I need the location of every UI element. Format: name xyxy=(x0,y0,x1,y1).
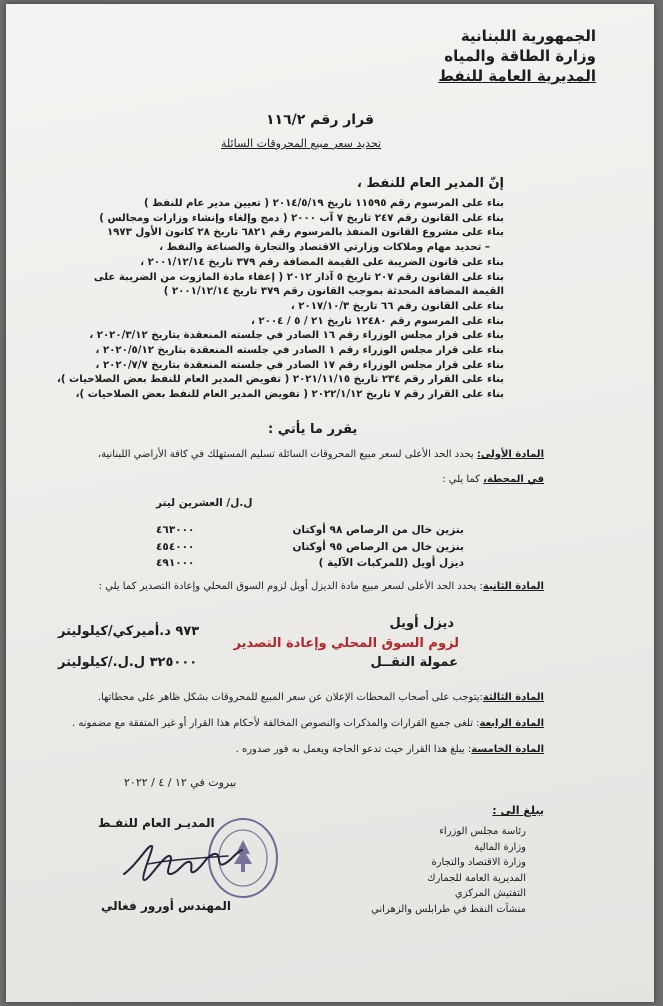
article-4-label: المادة الرابعة xyxy=(479,718,544,729)
article-1-station-label: في المحطة، xyxy=(483,474,544,485)
recipient-item: وزارة المالية xyxy=(474,841,526,853)
diesel-price-usd: ٩٧٣ د.أميركي/كيلوليتر xyxy=(58,624,200,639)
product-price: ٤٦٣٠٠٠ xyxy=(156,524,195,536)
handwritten-signature xyxy=(118,834,248,894)
article-5-label: المادة الخامسة xyxy=(471,744,544,755)
article-2-label: المادة الثانية xyxy=(482,581,544,592)
product-price: ٤٩١٠٠٠ xyxy=(156,557,195,569)
basis-item: بناء على القرار رقم ٢٣٤ تاريخ ٢٠٢١/١١/١٥ ( تفويض المدير العام للنفط بعض الصلاحيات )، xyxy=(56,374,504,386)
basis-item: القيمة المضافة المحدثة بموجب القانون رقم ٣٧٩ تاريخ ٢٠٠١/١٢/١٤ ) xyxy=(163,286,504,298)
product-label: بنزين خال من الرصاص ٩٨ أوكتان xyxy=(292,524,464,536)
basis-item: بناء على قرار مجلس الوزراء رقم ١٦ الصادر في جلسته المنعقدة بتاريخ ٢٠٢٠/٣/١٢ ، xyxy=(89,330,504,342)
legal-basis-list xyxy=(54,197,504,403)
article-3-label: المادة الثالثة xyxy=(482,692,544,703)
recipients-list xyxy=(371,824,526,917)
basis-item: بناء على قرار مجلس الوزراء رقم ١ الصادر في جلسته المنعقدة بتاريخ ٢٠٢٠/٥/١٢ ، xyxy=(95,345,504,357)
decision-subtitle: تحديد سعر مبيع المحروقات السائلة xyxy=(221,137,382,150)
recipient-item: التفتيش المركزي xyxy=(454,888,526,899)
diesel-label: ديزل أويل xyxy=(389,616,454,631)
local-market-label: لزوم السوق المحلي وإعادة التصدير xyxy=(233,636,459,651)
recipients-heading: يبلغ الى : xyxy=(492,804,544,817)
article-1-text: يحدد الحد الأعلى لسعر مبيع المحروقات السائلة تسليم المستهلك في كافة الأراضي اللبنانية، xyxy=(97,449,474,460)
decision-title: قرار رقم ١١٦/٢ xyxy=(266,112,374,128)
article-4 xyxy=(72,718,544,729)
article-2 xyxy=(99,581,544,592)
article-3-text: :يتوجب على أصحاب المحطات الإعلان عن سعر المبيع للمحروقات بشكل ظاهر على محطاتها. xyxy=(97,692,483,703)
signatory-name: المهندس أورور فغالي xyxy=(101,899,231,913)
product-label: بنزين خال من الرصاص ٩٥ أوكتان xyxy=(292,541,464,553)
basis-item: بناء على القانون رقم ٢٤٧ تاريخ ٧ آب ٢٠٠٠ ( دمج وإلغاء وإنشاء وزارات ومجالس ) xyxy=(99,212,504,224)
article-5 xyxy=(236,744,544,755)
basis-item: بناء على المرسوم رقم ١١٥٩٥ تاريخ ٢٠١٤/٥/١٩ ( تعيين مدير عام للنفط ) xyxy=(143,198,504,209)
recipient-item: منشآت النفط في طرابلس والزهراني xyxy=(371,903,526,915)
article-1-label: المادة الأولى: xyxy=(476,449,544,460)
recipient-item: المديرية العامة للجمارك xyxy=(427,872,526,884)
basis-item: بناء على قرار مجلس الوزراء رقم ١٧ الصادر في جلسته المنعقدة بتاريخ ٢٠٢٠/٧/٧ ، xyxy=(95,359,504,371)
header-republic: الجمهورية اللبنانية xyxy=(460,27,596,45)
decides-heading: يقرر ما يأتي : xyxy=(268,422,358,437)
article-1 xyxy=(98,449,544,460)
header-ministry: وزارة الطاقة والمياه xyxy=(444,47,596,65)
recipient-item: وزارة الاقتصاد والتجارة xyxy=(431,857,526,868)
transport-commission-label: عمولة النقــل xyxy=(370,655,458,670)
signatory-role: المديـر العام للنفـط xyxy=(98,816,215,830)
commission-price-lbp: ٣٢٥٠٠٠ ل.ل./كيلوليتر xyxy=(58,655,198,670)
product-price: ٤٥٤٠٠٠ xyxy=(156,541,195,553)
document-page xyxy=(6,4,654,1002)
article-5-text: : يبلغ هذا القرار حيث تدعو الحاجة ويعمل به فور صدوره . xyxy=(235,744,472,755)
recipient-item: رئاسة مجلس الوزراء xyxy=(439,826,526,837)
article-4-text: : تلغى جميع القرارات والمذكرات والنصوص المخالفة لأحكام هذا القرار أو غير المتفقة مع مضمونه . xyxy=(72,718,480,729)
basis-item: بناء على القانون رقم ٢٠٧ تاريخ ٥ آذار ٢٠١٢ ( إعفاء مادة المازوت من الضريبة على xyxy=(93,271,504,283)
basis-item: بناء على مشروع القانون المنفذ بالمرسوم رقم ٦٨٢١ تاريخ ٢٨ كانون الأول ١٩٧٣ xyxy=(106,227,504,239)
basis-item: بناء على قانون الضريبة على القيمة المضافة رقم ٣٧٩ تاريخ ٢٠٠١/١٢/١٤ ، xyxy=(140,256,504,268)
article-1-text2: كما يلي : xyxy=(442,474,480,485)
basis-item: بناء على المرسوم رقم ١٢٤٨٠ تاريخ ٢١ / ٥ / ٢٠٠٤ ، xyxy=(251,315,504,327)
issue-date: بيروت في ١٢ / ٤ / ٢٠٢٢ xyxy=(124,776,237,789)
article-1-line2 xyxy=(442,474,544,485)
basis-item: – تحديد مهام وملاكات وزارتي الاقتصاد والتجارة والصناعة والنفط ، xyxy=(159,242,490,254)
article-3 xyxy=(98,692,544,703)
letterhead xyxy=(438,26,596,86)
intro-line: إنّ المدير العام للنفط ، xyxy=(357,176,504,191)
product-label: ديزل أويل (للمركبات الآلية ) xyxy=(318,557,464,569)
header-directorate: المديرية العامة للنفط xyxy=(438,67,596,85)
basis-item: بناء على القرار رقم ٧ تاريخ ٢٠٢٢/١/١٢ ( تفويض المدير العام للنفط بعض الصلاحيات )، xyxy=(75,389,504,401)
basis-item: بناء على القانون رقم ٦٦ تاريخ ٢٠١٧/١٠/٣ ، xyxy=(290,300,504,312)
unit-header: ل.ل/ العشرين ليتر xyxy=(156,497,253,509)
article-2-text: : يحدد الحد الأعلى لسعر مبيع مادة الديزل أويل لزوم السوق المحلي وإعادة التصدير كما يلي : xyxy=(98,581,483,592)
